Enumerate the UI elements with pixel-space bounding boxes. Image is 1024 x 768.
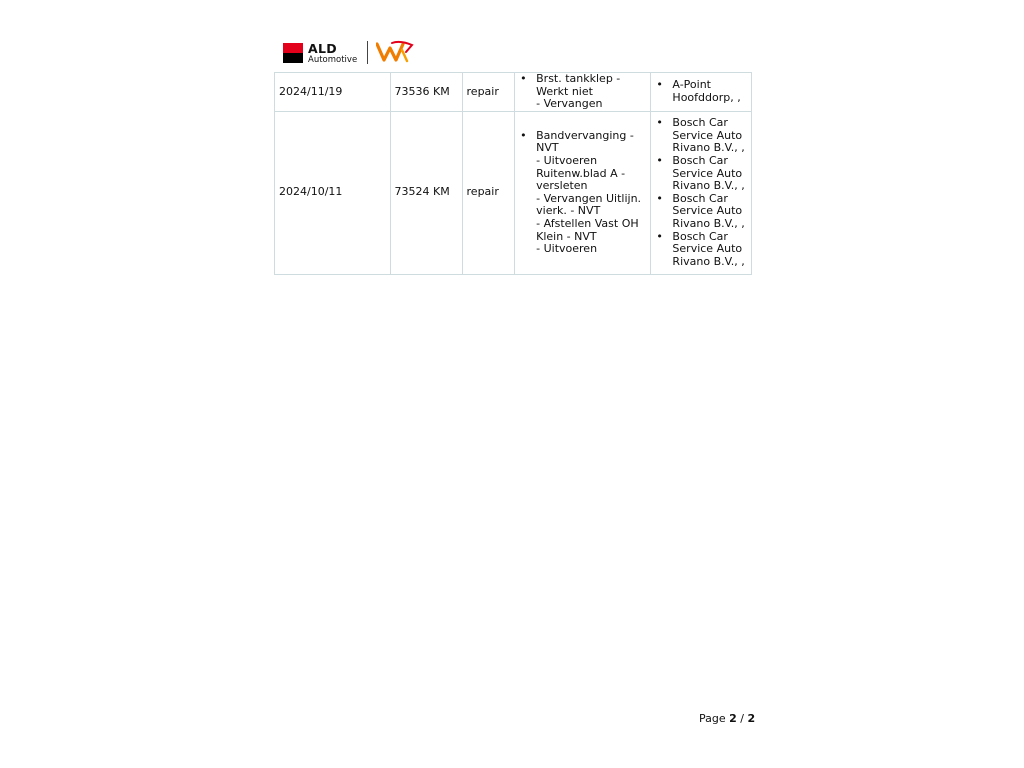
ald-logo-name: ALD — [308, 41, 337, 56]
tasks-cell — [515, 73, 651, 112]
type-cell: repair — [462, 111, 515, 274]
task-item: • Bandvervanging - NVT - Uitvoeren Ruitenw.blad A - versleten - Vervangen Uitlijn. vierk. - NVT - Afstellen Vast OH Klein - NVT - Uitvoeren — [519, 130, 646, 256]
mileage-cell: 73536 KM — [390, 73, 462, 112]
workshop-item: • Bosch Car Service Auto Rivano B.V., , — [655, 231, 747, 269]
mileage-cell: 73524 KM — [390, 111, 462, 274]
w-brand-icon — [376, 40, 414, 64]
workshop-item: • Bosch Car Service Auto Rivano B.V., , — [655, 193, 747, 231]
table-row — [275, 111, 752, 274]
page-separator: / — [740, 712, 745, 725]
workshop-item: • Bosch Car Service Auto Rivano B.V., , — [655, 155, 747, 193]
logo-divider — [367, 41, 368, 64]
task-list — [519, 73, 646, 111]
page-number — [699, 712, 755, 725]
ald-logo-mark — [283, 43, 303, 63]
maintenance-history-table — [274, 72, 752, 275]
workshop-item: • Bosch Car Service Auto Rivano B.V., , — [655, 117, 747, 155]
page-label: Page — [699, 712, 726, 725]
workshop-cell — [651, 73, 752, 112]
tasks-cell — [515, 111, 651, 274]
task-list — [519, 130, 646, 256]
workshop-item: • A-Point Hoofddorp, , — [655, 79, 747, 104]
task-item: • Brst. tankklep - Werkt niet - Vervangen — [519, 73, 646, 111]
page-current: 2 — [729, 712, 737, 725]
table-row — [275, 73, 752, 112]
type-cell: repair — [462, 73, 515, 112]
ald-automotive-logo — [283, 40, 423, 66]
workshop-list — [655, 117, 747, 268]
date-cell: 2024/11/19 — [275, 73, 391, 112]
workshop-cell — [651, 111, 752, 274]
page-total: 2 — [747, 712, 756, 725]
date-cell: 2024/10/11 — [275, 111, 391, 274]
ald-logo-subtitle: Automotive — [308, 55, 358, 65]
workshop-list — [655, 79, 747, 104]
